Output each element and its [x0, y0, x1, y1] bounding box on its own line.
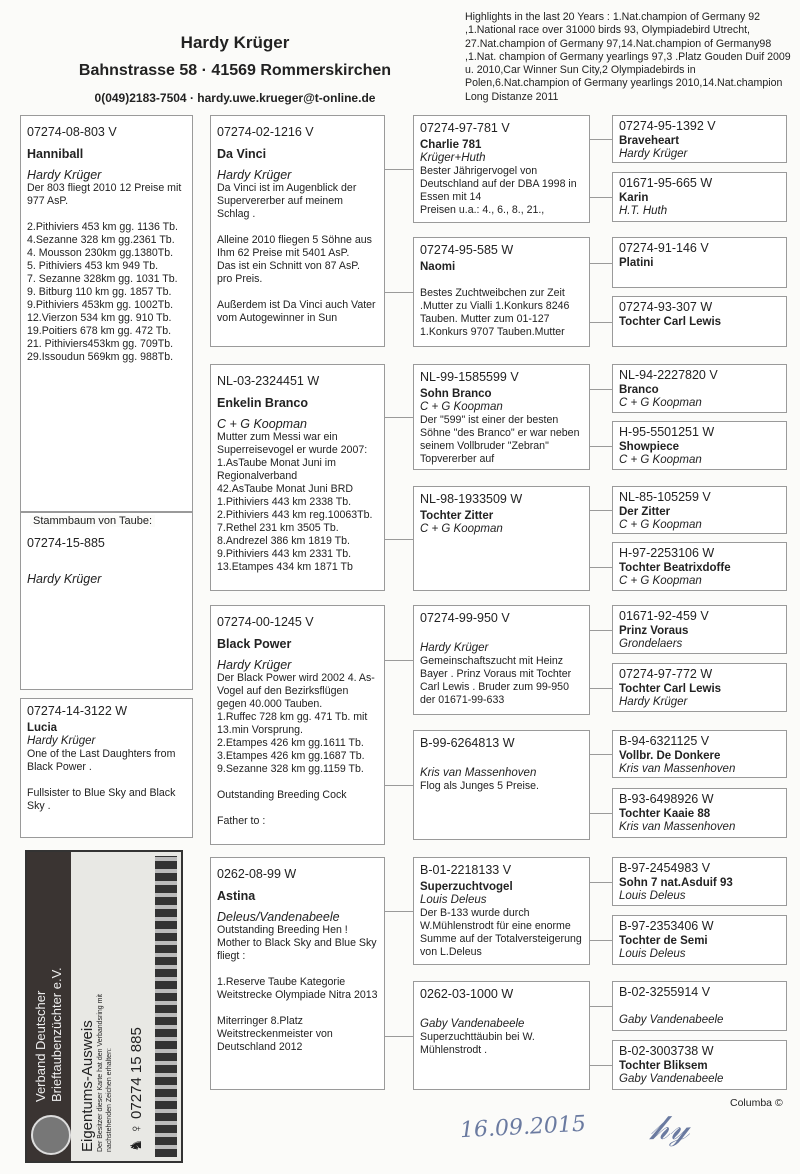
pigeon-name: Braveheart [619, 135, 680, 147]
highlights-text: Highlights in the last 20 Years : 1.Nat.champion of Germany 92 ,1.National race over 31000 birds 93, Olympiadebird Utrecht, 27.Nat.champion of Germany 97,14.Nat.champion of Germany98 ,1.Nat. champion of Germany yearlings 97,3 .Platz Gouden Duif 2009 u. 2010,Car Winner Sun City,2 Olympiadebirds in Polen,6.Nat.champion of Germany yearlings 2010,14.Nat.champion Long Distanze 2011 [465, 11, 791, 103]
breeder-name: C + G Koopman [619, 397, 702, 409]
pigeon-notes: Der B-133 wurde durch W.Mühlenstrodt für eine enorme Summe auf der Totalversteigerung von L.Deleus [420, 907, 582, 958]
subject-pigeon-box [20, 512, 193, 690]
pedigree-box [210, 115, 385, 347]
breeder-name: Louis Deleus [619, 890, 686, 902]
pedigree-box [612, 788, 787, 838]
ring-number: 07274-97-781 V [420, 121, 510, 135]
pigeon-name: Tochter Carl Lewis [619, 683, 722, 695]
ring-number: 01671-95-665 W [619, 176, 713, 190]
pigeon-notes: Der Black Power wird 2002 4. As-Vogel auf den Bezirksflügen gegen 40.000 Tauben. 1.Ruffec 728 km gg. 471 Tb. mit 13.min Vorsprung. 2.Etampes 426 km gg.1611 Tb. 3.Etampes 426 km gg.1687 Tb. 9.Sezanne 328 km gg.1159 Tb. Outstanding Breeding Cock Father to : [217, 672, 375, 827]
pigeon-notes: One of the Last Daughters from Black Power . Fullsister to Blue Sky and Black Sky . [27, 748, 176, 812]
pigeon-notes: Da Vinci ist im Augenblick der Supervererber auf meinem Schlag . Alleine 2010 fliegen 5 Söhne aus Ihm 62 Preise mit 5401 AsP. Das ist ein Schnitt von 87 AsP. pro Preis. Außerdem ist Da Vinci auch Vater vom Autogewinner in Sun [217, 182, 376, 324]
pigeon-name: Lucia [27, 722, 58, 734]
pigeon-name: Black Power [217, 637, 292, 651]
connector-line [590, 1065, 612, 1066]
card-org-1: Verband Deutscher [33, 990, 48, 1102]
breeder-name: Hardy Krüger [27, 735, 96, 747]
pedigree-box [612, 915, 787, 965]
pigeon-name: Hanniball [27, 147, 84, 161]
breeder-name: C + G Koopman [619, 575, 702, 587]
pedigree-box [612, 663, 787, 712]
ring-number: H-95-5501251 W [619, 425, 715, 439]
connector-line [590, 322, 612, 323]
breeder-name: Hardy Krüger [217, 168, 292, 182]
pigeon-name [420, 629, 583, 642]
connector-line [590, 754, 612, 755]
pedigree-box [210, 857, 385, 1090]
pedigree-box [413, 981, 590, 1090]
pedigree-box [612, 605, 787, 654]
breeder-name: Hardy Krüger [217, 658, 292, 672]
ring-number: NL-98-1933509 W [420, 492, 523, 506]
connector-line [590, 510, 612, 511]
pedigree-box [612, 115, 787, 163]
pedigree-box [20, 115, 193, 512]
ring-number: B-97-2353406 W [619, 919, 714, 933]
copyright: Columba © [730, 1097, 783, 1109]
pigeon-name: Branco [619, 384, 659, 396]
ring-number: 07274-91-146 V [619, 241, 709, 255]
pedigree-box [20, 698, 193, 838]
connector-line [590, 688, 612, 689]
ownership-card [25, 850, 183, 1163]
pedigree-box [413, 364, 590, 470]
ring-number: 07274-93-307 W [619, 300, 713, 314]
pigeon-name: Tochter Zitter [420, 510, 494, 522]
breeder-contact: 0(049)2183-7504 · hardy.uwe.krueger@t-online.de [94, 91, 376, 105]
connector-line [590, 263, 612, 264]
ring-number: 07274-97-772 W [619, 667, 713, 681]
ring-number: NL-99-1585599 V [420, 370, 519, 384]
card-subtitle: Der Besitzer dieser Karte hat den Verbandsring mit nachstehenden Zeichen erhalten: [97, 994, 113, 1152]
breeder-name: C + G Koopman [217, 417, 307, 431]
pigeon-name: Tochter Carl Lewis [619, 316, 722, 328]
pedigree-box [612, 364, 787, 413]
pedigree-box [612, 237, 787, 288]
connector-line [590, 197, 612, 198]
breeder-name: Kris van Massenhoven [619, 821, 736, 833]
connector-line [385, 911, 413, 912]
connector-line [590, 882, 612, 883]
pigeon-name: Superzuchtvogel [420, 881, 513, 893]
pedigree-box [413, 857, 590, 965]
breeder-name: Hardy Krüger [619, 696, 688, 708]
breeder-name: Kris van Massenhoven [619, 763, 736, 775]
connector-line [385, 785, 413, 786]
breeder-name: Kris van Massenhoven [420, 767, 537, 779]
breeder-name: Gaby Vandenabeele [420, 1018, 525, 1030]
pedigree-box [612, 981, 787, 1031]
breeder-address: Bahnstrasse 58 · 41569 Rommerskirchen [78, 62, 392, 79]
ring-number: H-97-2253106 W [619, 546, 715, 560]
card-border-pattern [155, 856, 177, 1157]
ring-number: B-99-6264813 W [420, 736, 515, 750]
breeder-name: Grondelaers [619, 638, 683, 650]
ring-number: NL-03-2324451 W [217, 374, 320, 388]
pedigree-box [612, 1040, 787, 1090]
signature: 𝒽𝓎 [650, 1108, 690, 1148]
pigeon-notes: Outstanding Breeding Hen ! Mother to Black Sky and Blue Sky fliegt : 1.Reserve Taube Kategorie Weitstrecke Olympiade Nitra 2013 Miterringer 8.Platz Weitstreckenmeister von Deutschland 2012 [217, 924, 378, 1053]
pedigree-box [612, 542, 787, 591]
ring-number: 07274-95-1392 V [619, 119, 716, 133]
pedigree-box [413, 486, 590, 591]
connector-line [590, 567, 612, 568]
connector-line [590, 389, 612, 390]
pedigree-box [413, 605, 590, 715]
card-ring: 07274 15 885 [128, 1027, 145, 1119]
pigeon-notes: Bestes Zuchtweibchen zur Zeit .Mutter zu Vialli 1.Konkurs 8246 Tauben. Mutter zum 01-127 1.Konkurs 9707 Tauben.Mutter [420, 287, 570, 338]
pigeon-name: Karin [619, 192, 649, 204]
ring-number: 07274-14-3122 W [27, 704, 128, 718]
breeder-name: C + G Koopman [619, 454, 702, 466]
pigeon-name: Showpiece [619, 441, 680, 453]
breeder-name: H.T. Huth [619, 205, 668, 217]
pedigree-box [612, 421, 787, 470]
connector-line [385, 1036, 413, 1037]
pigeon-name: Tochter Beatrixdoffe [619, 562, 731, 574]
breeder-name: Hardy Krüger [619, 148, 688, 160]
breeder-name: Hardy Krüger [27, 168, 102, 182]
pigeon-stamp-icon: ♞ [128, 1134, 145, 1152]
connector-line [590, 139, 612, 140]
breeder-name: C + G Koopman [420, 401, 503, 413]
connector-line [590, 446, 612, 447]
pigeon-name: Tochter Kaaie 88 [619, 808, 711, 820]
connector-line [385, 660, 413, 661]
breeder-name: Gaby Vandenabeele [619, 1014, 724, 1026]
card-sex: ♀ [128, 1123, 145, 1135]
ring-number: B-02-3003738 W [619, 1044, 714, 1058]
subject-ring: 07274-15-885 [27, 536, 105, 550]
vdb-seal-icon [31, 1115, 71, 1155]
ring-number: 07274-99-950 V [420, 611, 510, 625]
connector-line [590, 813, 612, 814]
breeder-name: Gaby Vandenabeele [619, 1073, 724, 1085]
breeder-name: Krüger+Huth [420, 152, 486, 164]
ring-number: NL-85-105259 V [619, 490, 711, 504]
ring-number: 0262-03-1000 W [420, 987, 514, 1001]
pigeon-name: Sohn 7 nat.Asduif 93 [619, 877, 733, 889]
connector-line [590, 940, 612, 941]
pedigree-box [210, 364, 385, 591]
breeder-name: Louis Deleus [619, 948, 686, 960]
pigeon-notes: Der "599" ist einer der besten Söhne "des Branco" er war neben seinem Vollbruder "Zebran" Topvererber auf [420, 414, 580, 465]
handwritten-date: 16.09.2015 [459, 1111, 587, 1144]
pigeon-name: Tochter Bliksem [619, 1060, 708, 1072]
breeder-name: Hardy Krüger [180, 33, 290, 52]
ring-number: 07274-00-1245 V [217, 615, 314, 629]
ring-number: B-94-6321125 V [619, 734, 710, 748]
pigeon-notes: Mutter zum Messi war ein Superreisevogel er wurde 2007: 1.AsTaube Monat Juni im Regionalverband 42.AsTaube Monat Juni BRD 1.Pithiviers 443 km 2338 Tb. 2.Pithiviers 443 km reg.10063Tb. 7.Rethel 231 km 3505 Tb. 8.Andrezel 386 km 1819 Tb. 9.Pithiviers 443 km 2331 Tb. 13.Etampes 434 km 1871 Tb [217, 431, 373, 573]
ring-number: 01671-92-459 V [619, 609, 709, 623]
ring-number: B-02-3255914 V [619, 985, 711, 999]
pedigree-box [612, 296, 787, 347]
pedigree-box [413, 237, 590, 347]
connector-line [385, 292, 413, 293]
pigeon-name: Platini [619, 257, 654, 269]
breeder-name: Louis Deleus [420, 894, 487, 906]
pedigree-box [413, 115, 590, 223]
pigeon-name: Vollbr. De Donkere [619, 750, 721, 762]
pedigree-box [612, 857, 787, 906]
pigeon-name [619, 1001, 780, 1014]
ring-number: 0262-08-99 W [217, 867, 297, 881]
connector-line [590, 630, 612, 631]
pedigree-box [612, 730, 787, 778]
subject-breeder: Hardy Krüger [27, 572, 102, 586]
pedigree-box [210, 605, 385, 845]
ring-number: 07274-08-803 V [27, 125, 117, 139]
pigeon-notes: Flog als Junges 5 Preise. [420, 780, 539, 792]
ring-number: B-97-2454983 V [619, 861, 711, 875]
breeder-name: Deleus/Vandenabeele [217, 910, 340, 924]
breeder-name: C + G Koopman [420, 523, 503, 535]
pigeon-notes: Gemeinschaftszucht mit Heinz Bayer . Prinz Voraus mit Tochter Carl Lewis . Bruder zum 99-950 der 01671-99-633 [420, 655, 572, 706]
pedigree-box [612, 172, 787, 222]
pigeon-name [420, 754, 583, 767]
pigeon-name: Charlie 781 [420, 139, 482, 151]
pigeon-name: Tochter de Semi [619, 935, 708, 947]
pigeon-name: Prinz Voraus [619, 625, 689, 637]
pigeon-notes: Superzuchttäubin bei W. Mühlenstrodt . [420, 1031, 535, 1056]
connector-line [385, 169, 413, 170]
card-title: Eigentums-Ausweis [79, 1020, 96, 1152]
pigeon-name: Naomi [420, 261, 456, 273]
pigeon-name: Astina [217, 889, 256, 903]
pigeon-name: Da Vinci [217, 147, 267, 161]
pigeon-notes: Der 803 fliegt 2010 12 Preise mit 977 AsP. 2.Pithiviers 453 km gg. 1136 Tb. 4.Sezanne 328 km gg.2361 Tb. 4. Mousson 230km gg.1380Tb. 5. Pithiviers 453 km 949 Tb. 7. Sezanne 328km gg. 1031 Tb. 9. Bitburg 110 km gg. 1857 Tb. 9.Pithiviers 453km gg. 1002Tb. 12.Vierzon 534 km gg. 910 Tb. 19.Poitiers 678 km gg. 472 Tb. 21. Pithiviers453km gg. 709Tb. 29.Issoudun 569km gg. 988Tb. [27, 182, 182, 363]
ring-number: 07274-95-585 W [420, 243, 514, 257]
pigeon-name: Enkelin Branco [217, 396, 308, 410]
connector-line [385, 417, 413, 418]
pedigree-box [413, 730, 590, 840]
pedigree-box [612, 486, 787, 534]
ring-number: B-01-2218133 V [420, 863, 512, 877]
pigeon-name: Der Zitter [619, 506, 671, 518]
pigeon-name [420, 1005, 583, 1018]
breeder-name: C + G Koopman [619, 519, 702, 531]
pedigree-label: Stammbaum von Taube: [30, 515, 155, 527]
breeder-name: Hardy Krüger [420, 642, 489, 654]
card-org-2: Brieftaubenzüchter e.V. [49, 967, 64, 1102]
ring-number: 07274-02-1216 V [217, 125, 314, 139]
connector-line [385, 539, 413, 540]
connector-line [590, 1006, 612, 1007]
ring-number: B-93-6498926 W [619, 792, 714, 806]
ring-number: NL-94-2227820 V [619, 368, 718, 382]
pigeon-notes: Bester Jährigervogel von Deutschland auf der DBA 1998 in Essen mit 14 Preisen u.a.: 4., 6., 8., 21., [420, 165, 577, 216]
pigeon-name: Sohn Branco [420, 388, 492, 400]
